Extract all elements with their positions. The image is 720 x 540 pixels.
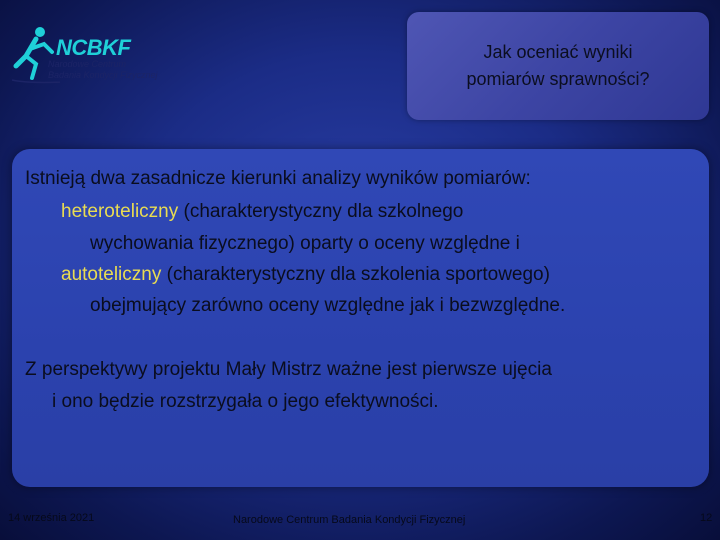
term-autoteliczny: autoteliczny bbox=[61, 264, 162, 285]
paragraph1-line2 bbox=[61, 197, 463, 227]
paragraph1-line4 bbox=[61, 260, 550, 290]
slide-title bbox=[423, 39, 693, 93]
footer-organization: Narodowe Centrum Badania Kondycji Fizycznej bbox=[233, 514, 466, 526]
footer-date: 14 września 2021 bbox=[8, 512, 95, 524]
ncbkf-logo bbox=[10, 22, 180, 92]
logo-subtitle-line2: Badania Kondycji Fizycznej bbox=[48, 70, 158, 80]
paragraph2-line1: Z perspektywy projektu Mały Mistrz ważne jest pierwsze ujęcia bbox=[25, 359, 552, 380]
paragraph1-intro: Istnieją dwa zasadnicze kierunki analizy wyników pomiarów: bbox=[25, 168, 531, 189]
slide-title-box bbox=[407, 12, 709, 120]
term2-description: (charakterystyczny dla szkolenia sportowego) bbox=[161, 264, 550, 285]
logo-wordmark: NCBKF bbox=[56, 35, 131, 60]
logo-subtitle-line1: Narodowe Centrum bbox=[48, 59, 127, 69]
term-heteroteliczny: heteroteliczny bbox=[61, 201, 179, 222]
paragraph1-line3: wychowania fizycznego) oparty o oceny względne i bbox=[90, 233, 520, 254]
footer-page-number: 12 bbox=[700, 512, 713, 524]
paragraph2-line2: i ono będzie rozstrzygała o jego efektywności. bbox=[52, 391, 439, 412]
term1-description: (charakterystyczny dla szkolnego bbox=[178, 201, 464, 222]
paragraph1-line5: obejmujący zarówno oceny względne jak i bezwzględne. bbox=[90, 295, 566, 316]
slide-title-line2: pomiarów sprawności? bbox=[466, 69, 650, 89]
slide-title-line1: Jak oceniać wyniki bbox=[483, 42, 633, 62]
